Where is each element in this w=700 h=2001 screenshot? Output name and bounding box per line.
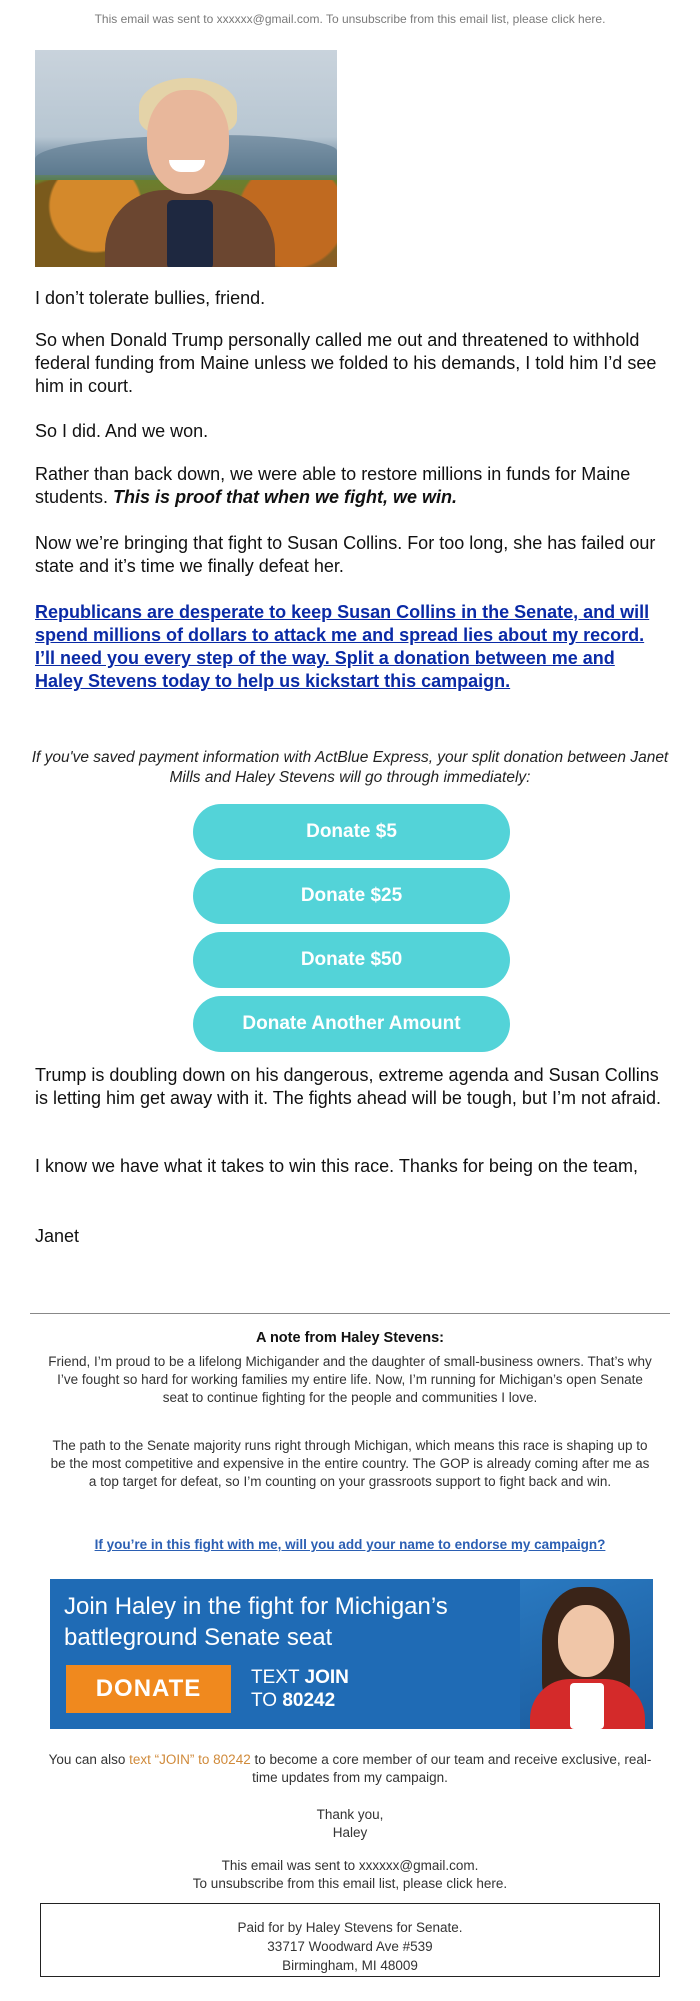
paragraph-collins: Now we’re bringing that fight to Susan Collins. For too long, she has failed our state and it’s time we finally defeat her. [35,533,656,576]
photo-shirt [167,200,213,267]
sms-before: You can also [48,1752,130,1767]
paragraph-restore [35,463,665,509]
haley-stevens-photo [520,1579,653,1729]
sms-join-note [45,1751,655,1787]
section-divider [30,1313,670,1314]
banner-join-keyword: JOIN [304,1667,349,1688]
paid-for-disclaimer [40,1903,660,1977]
haley-note-paragraph-1: Friend, I’m proud to be a lifelong Michigander and the daughter of small-business owners. That’s why I’ve fought so hard for working families my entire life. Now, I’m running for Michigan’s open Senate seat to continue fighting for the people and communities I love. [48,1354,652,1405]
photo-face [147,90,229,194]
janet-mills-photo [35,50,337,267]
actblue-express-note: If you've saved payment information with ActBlue Express, your split donation between Janet Mills and Haley Stevens will go through immediately: [31,749,669,786]
signoff-janet: Janet [35,1226,80,1246]
thank-you-line: Thank you, [316,1807,384,1822]
banner-to-prefix: TO [251,1690,283,1711]
donate-50-button[interactable]: Donate $50 [193,932,510,988]
address-line: 33717 Woodward Ave #539 [267,1939,433,1954]
split-donation-paragraph [35,601,665,693]
split-donation-link[interactable]: Republicans are desperate to keep Susan Collins in the Senate, and will spend millions of dollars to attack me and spread lies about my record. I’ll need you every step of the way. Split a donation between me and Haley Stevens today to help us kickstart this campaign. [35,602,650,691]
haley-signoff: Haley [332,1825,368,1840]
footer-sent-line: This email was sent to xxxxxx@gmail.com. [221,1858,479,1873]
sms-after: to become a core member of our team and receive exclusive, real-time updates from my campaign. [250,1752,652,1785]
donate-25-button[interactable]: Donate $25 [193,868,510,924]
banner-donate-button[interactable]: DONATE [66,1665,231,1713]
banner-text-join [251,1666,349,1712]
banner-text-prefix: TEXT [251,1667,305,1688]
endorse-campaign-link[interactable]: If you’re in this fight with me, will you add your name to endorse my campaign? [94,1537,606,1552]
city-line: Birmingham, MI 48009 [282,1958,418,1973]
donate-5-button[interactable]: Donate $5 [193,804,510,860]
restore-text: Rather than back down, we were able to restore millions in funds for Maine students. [35,464,631,507]
banner-photo-collar [570,1683,604,1729]
paragraph-thanks: I know we have what it takes to win this race. Thanks for being on the team, [35,1156,638,1176]
haley-note-title: A note from Haley Stevens: [255,1330,444,1346]
paid-for-line: Paid for by Haley Stevens for Senate. [237,1920,463,1935]
banner-shortcode: 80242 [282,1690,336,1711]
endorse-link-row [0,1536,700,1554]
greeting: I don’t tolerate bullies, friend. [35,288,266,308]
footer-unsubscribe-line[interactable]: To unsubscribe from this email list, please click here. [192,1876,508,1891]
sms-keyword-link[interactable]: text “JOIN” to 80242 [129,1752,251,1767]
paragraph-court: So when Donald Trump personally called me out and threatened to withhold federal funding from Maine unless we folded to his demands, I told him I’d see him in court. [35,330,657,396]
donate-other-amount-button[interactable]: Donate Another Amount [193,996,510,1052]
paragraph-trump-agenda: Trump is doubling down on his dangerous, extreme agenda and Susan Collins is letting him get away with it. The fights ahead will be tough, but I’m not afraid. [35,1065,662,1108]
haley-note-paragraph-2: The path to the Senate majority runs right through Michigan, which means this race is shaping up to be the most competitive and expensive in the entire country. The GOP is already coming after me as a top target for defeat, so I’m counting on your grassroots support to fight back and win. [50,1438,650,1489]
banner-photo-face [558,1605,614,1677]
banner-headline: Join Haley in the fight for Michigan’s battleground Senate seat [64,1593,448,1651]
unsubscribe-notice[interactable]: This email was sent to xxxxxx@gmail.com. To unsubscribe from this email list, please click here. [94,12,606,26]
proof-emphasis: This is proof that when we fight, we win. [113,487,458,507]
haley-donate-banner[interactable] [50,1579,653,1729]
paragraph-won: So I did. And we won. [35,421,209,441]
